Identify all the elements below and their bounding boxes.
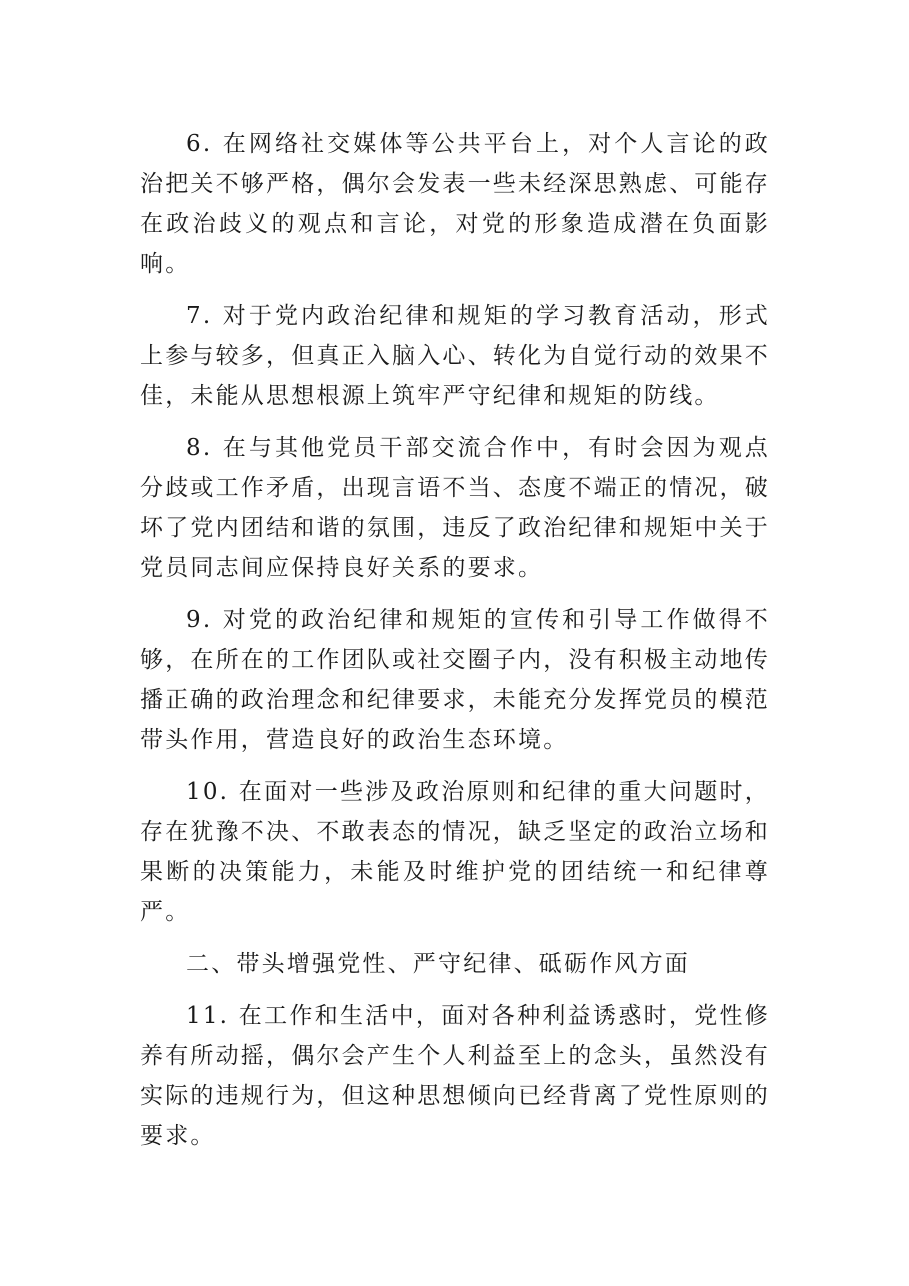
paragraph-8: 8. 在与其他党员干部交流合作中，有时会因为观点分歧或工作矛盾，出现言语不当、态度不端正的情况，破坏了党内团结和谐的氛围，违反了政治纪律和规矩中关于党员同志间应保持良好关系的要求。: [140, 435, 770, 581]
paragraph-7: 7. 对于党内政治纪律和规矩的学习教育活动，形式上参与较多，但真正入脑入心、转化为自觉行动的效果不佳，未能从思想根源上筑牢严守纪律和规矩的防线。: [140, 303, 770, 409]
paragraph-11: 11. 在工作和生活中，面对各种利益诱惑时，党性修养有所动摇，偶尔会产生个人利益至上的念头，虽然没有实际的违规行为，但这种思想倾向已经背离了党性原则的要求。: [140, 1003, 770, 1149]
paragraph-6: 6. 在网络社交媒体等公共平台上，对个人言论的政治把关不够严格，偶尔会发表一些未经深思熟虑、可能存在政治歧义的观点和言论，对党的形象造成潜在负面影响。: [140, 131, 770, 277]
paragraph-10: 10. 在面对一些涉及政治原则和纪律的重大问题时，存在犹豫不决、不敢表态的情况，缺乏坚定的政治立场和果断的决策能力，未能及时维护党的团结统一和纪律尊严。: [140, 779, 770, 925]
paragraph-9: 9. 对党的政治纪律和规矩的宣传和引导工作做得不够，在所在的工作团队或社交圈子内，没有积极主动地传播正确的政治理念和纪律要求，未能充分发挥党员的模范带头作用，营造良好的政治生态环境。: [140, 607, 770, 753]
section-heading: 二、带头增强党性、严守纪律、砥砺作风方面: [186, 951, 690, 977]
document-body: [140, 124, 770, 1168]
